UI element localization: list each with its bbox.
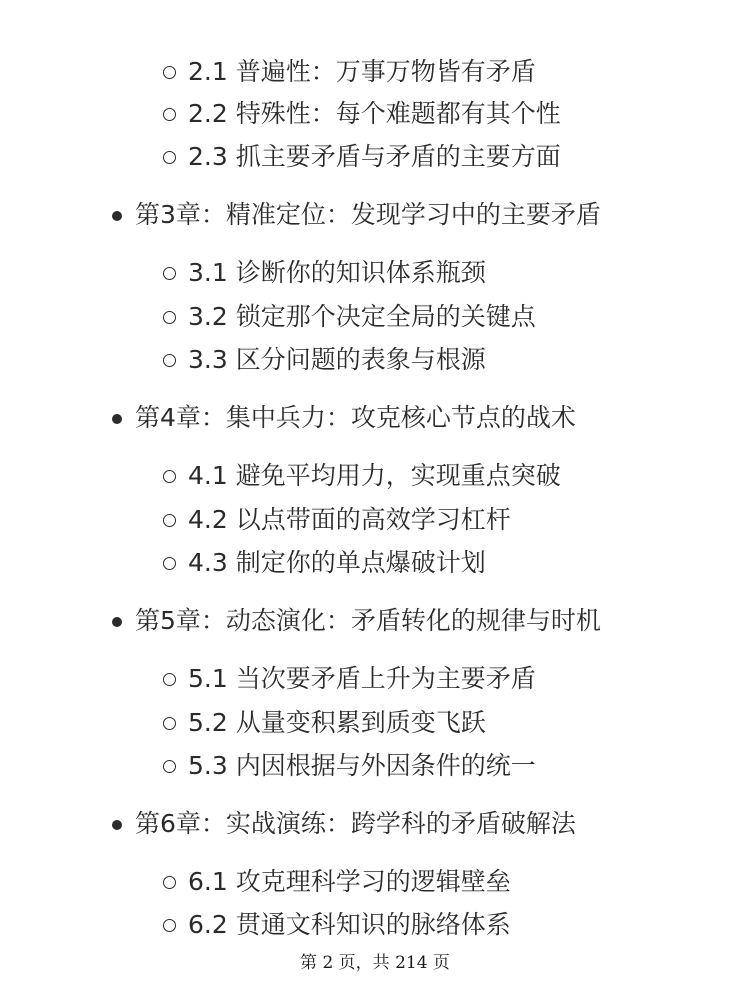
hollow-circle-bullet-icon [163,760,176,773]
toc-section-label: 2.1 普遍性：万事万物皆有矛盾 [188,57,536,86]
toc-section-label: 5.3 内因根据与外因条件的统一 [188,751,536,780]
hollow-circle-bullet-icon [163,919,176,932]
hollow-circle-bullet-icon [163,876,176,889]
toc-section-label: 5.2 从量变积累到质变飞跃 [188,708,486,737]
page-number-footer: 第 2 页，共 214 页 [300,953,450,973]
toc-section-label: 2.2 特殊性：每个难题都有其个性 [188,99,561,128]
hollow-circle-bullet-icon [163,311,176,324]
filled-circle-bullet-icon [112,617,122,627]
filled-circle-bullet-icon [112,414,122,424]
toc-chapter-label: 第5章：动态演化：矛盾转化的规律与时机 [135,606,601,635]
toc-chapter-label: 第3章：精准定位：发现学习中的主要矛盾 [135,200,601,229]
toc-section-label: 2.3 抓主要矛盾与矛盾的主要方面 [188,142,561,171]
hollow-circle-bullet-icon [163,557,176,570]
toc-section-label: 3.1 诊断你的知识体系瓶颈 [188,258,486,287]
toc-section-label: 6.1 攻克理科学习的逻辑壁垒 [188,867,511,896]
toc-section-label: 4.3 制定你的单点爆破计划 [188,548,486,577]
hollow-circle-bullet-icon [163,267,176,280]
toc-chapter-label: 第4章：集中兵力：攻克核心节点的战术 [135,403,576,432]
toc-chapter-label: 第6章：实战演练：跨学科的矛盾破解法 [135,809,576,838]
hollow-circle-bullet-icon [163,470,176,483]
hollow-circle-bullet-icon [163,717,176,730]
toc-section-label: 6.2 贯通文科知识的脉络体系 [188,910,511,939]
toc-section-label: 4.2 以点带面的高效学习杠杆 [188,505,511,534]
hollow-circle-bullet-icon [163,514,176,527]
toc-section-label: 3.3 区分问题的表象与根源 [188,345,486,374]
toc-section-label: 4.1 避免平均用力，实现重点突破 [188,461,561,490]
hollow-circle-bullet-icon [163,108,176,121]
filled-circle-bullet-icon [112,211,122,221]
toc-section-label: 3.2 锁定那个决定全局的关键点 [188,302,536,331]
hollow-circle-bullet-icon [163,673,176,686]
hollow-circle-bullet-icon [163,151,176,164]
hollow-circle-bullet-icon [163,66,176,79]
filled-circle-bullet-icon [112,820,122,830]
hollow-circle-bullet-icon [163,354,176,367]
toc-section-label: 5.1 当次要矛盾上升为主要矛盾 [188,664,536,693]
